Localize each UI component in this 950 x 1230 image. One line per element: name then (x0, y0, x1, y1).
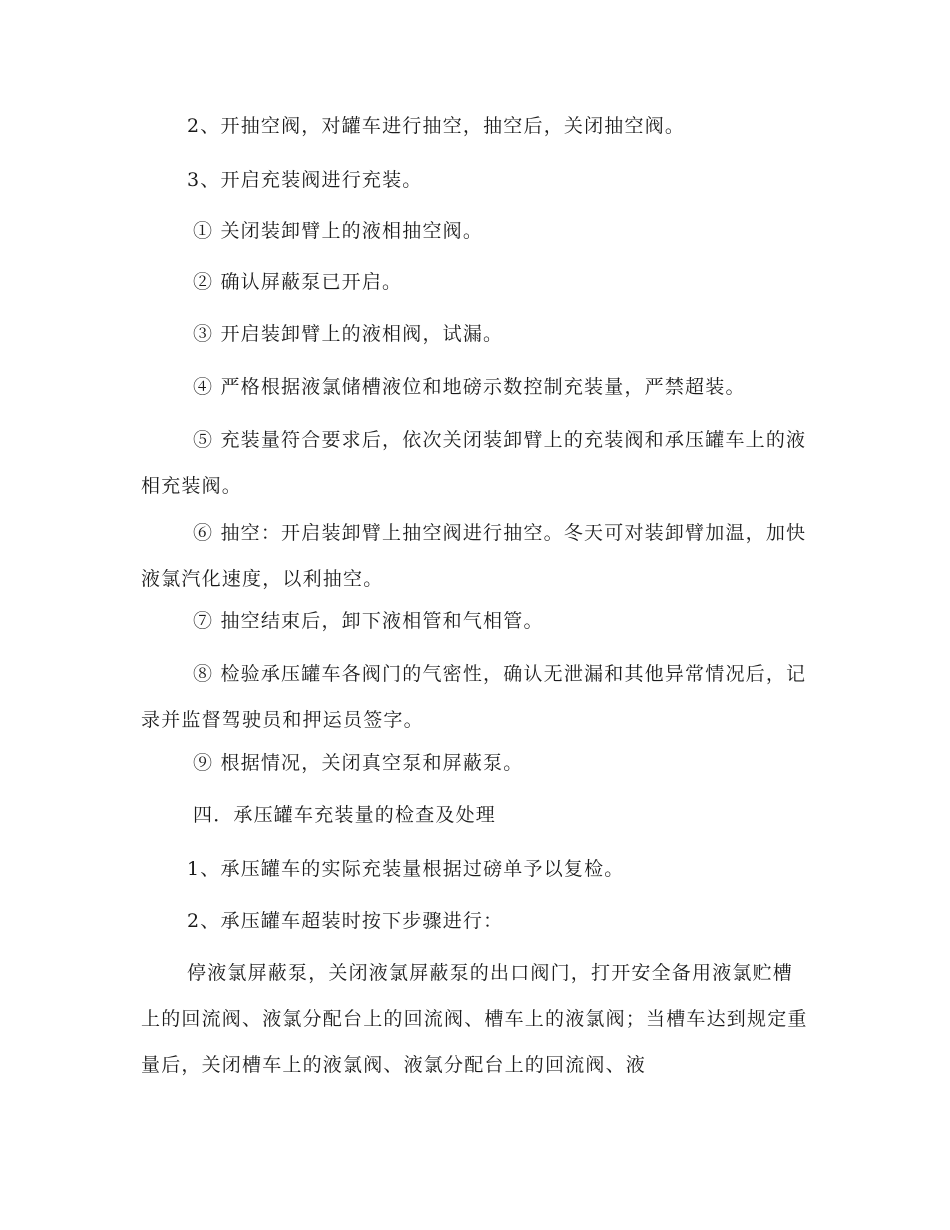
substep-2: ② 确认屏蔽泵已开启。 (193, 271, 403, 293)
check-item-1: 1、承压罐车的实际充装量根据过磅单予以复检。 (187, 858, 625, 880)
substep-6: ⑥ 抽空：开启装卸臂上抽空阀进行抽空。冬天可对装卸臂加温，加快液氯汽化速度，以利抽空。 (141, 522, 807, 590)
section-heading-4: 四．承压罐车充装量的检查及处理 (193, 804, 497, 826)
substep-8: ⑧ 检验承压罐车各阀门的气密性，确认无泄漏和其他异常情况后，记录并监督驾驶员和押运员签字。 (141, 663, 807, 731)
substep-9: ⑨ 根据情况，关闭真空泵和屏蔽泵。 (193, 752, 524, 774)
substep-3: ③ 开启装卸臂上的液相阀，试漏。 (193, 323, 504, 345)
substep-4: ④ 严格根据液氯储槽液位和地磅示数控制充装量，严禁超装。 (193, 376, 746, 398)
substep-7: ⑦ 抽空结束后，卸下液相管和气相管。 (193, 610, 544, 632)
check-item-2: 2、承压罐车超装时按下步骤进行： (187, 910, 504, 932)
substep-5: ⑤ 充装量符合要求后，依次关闭装卸臂上的充装阀和承压罐车上的液相充装阀。 (141, 429, 807, 497)
substep-1: ① 关闭装卸臂上的液相抽空阀。 (193, 220, 484, 242)
overfill-procedure: 停液氯屏蔽泵，关闭液氯屏蔽泵的出口阀门，打开安全备用液氯贮槽上的回流阀、液氯分配台上的回流阀、槽车上的液氯阀；当槽车达到规定重量后，关闭槽车上的液氯阀、液氯分配台上的回流阀、液 (141, 962, 808, 1076)
step-3-open-fill-valve: 3、开启充装阀进行充装。 (187, 169, 423, 191)
step-2-evacuate: 2、开抽空阀，对罐车进行抽空，抽空后，关闭抽空阀。 (187, 115, 686, 137)
